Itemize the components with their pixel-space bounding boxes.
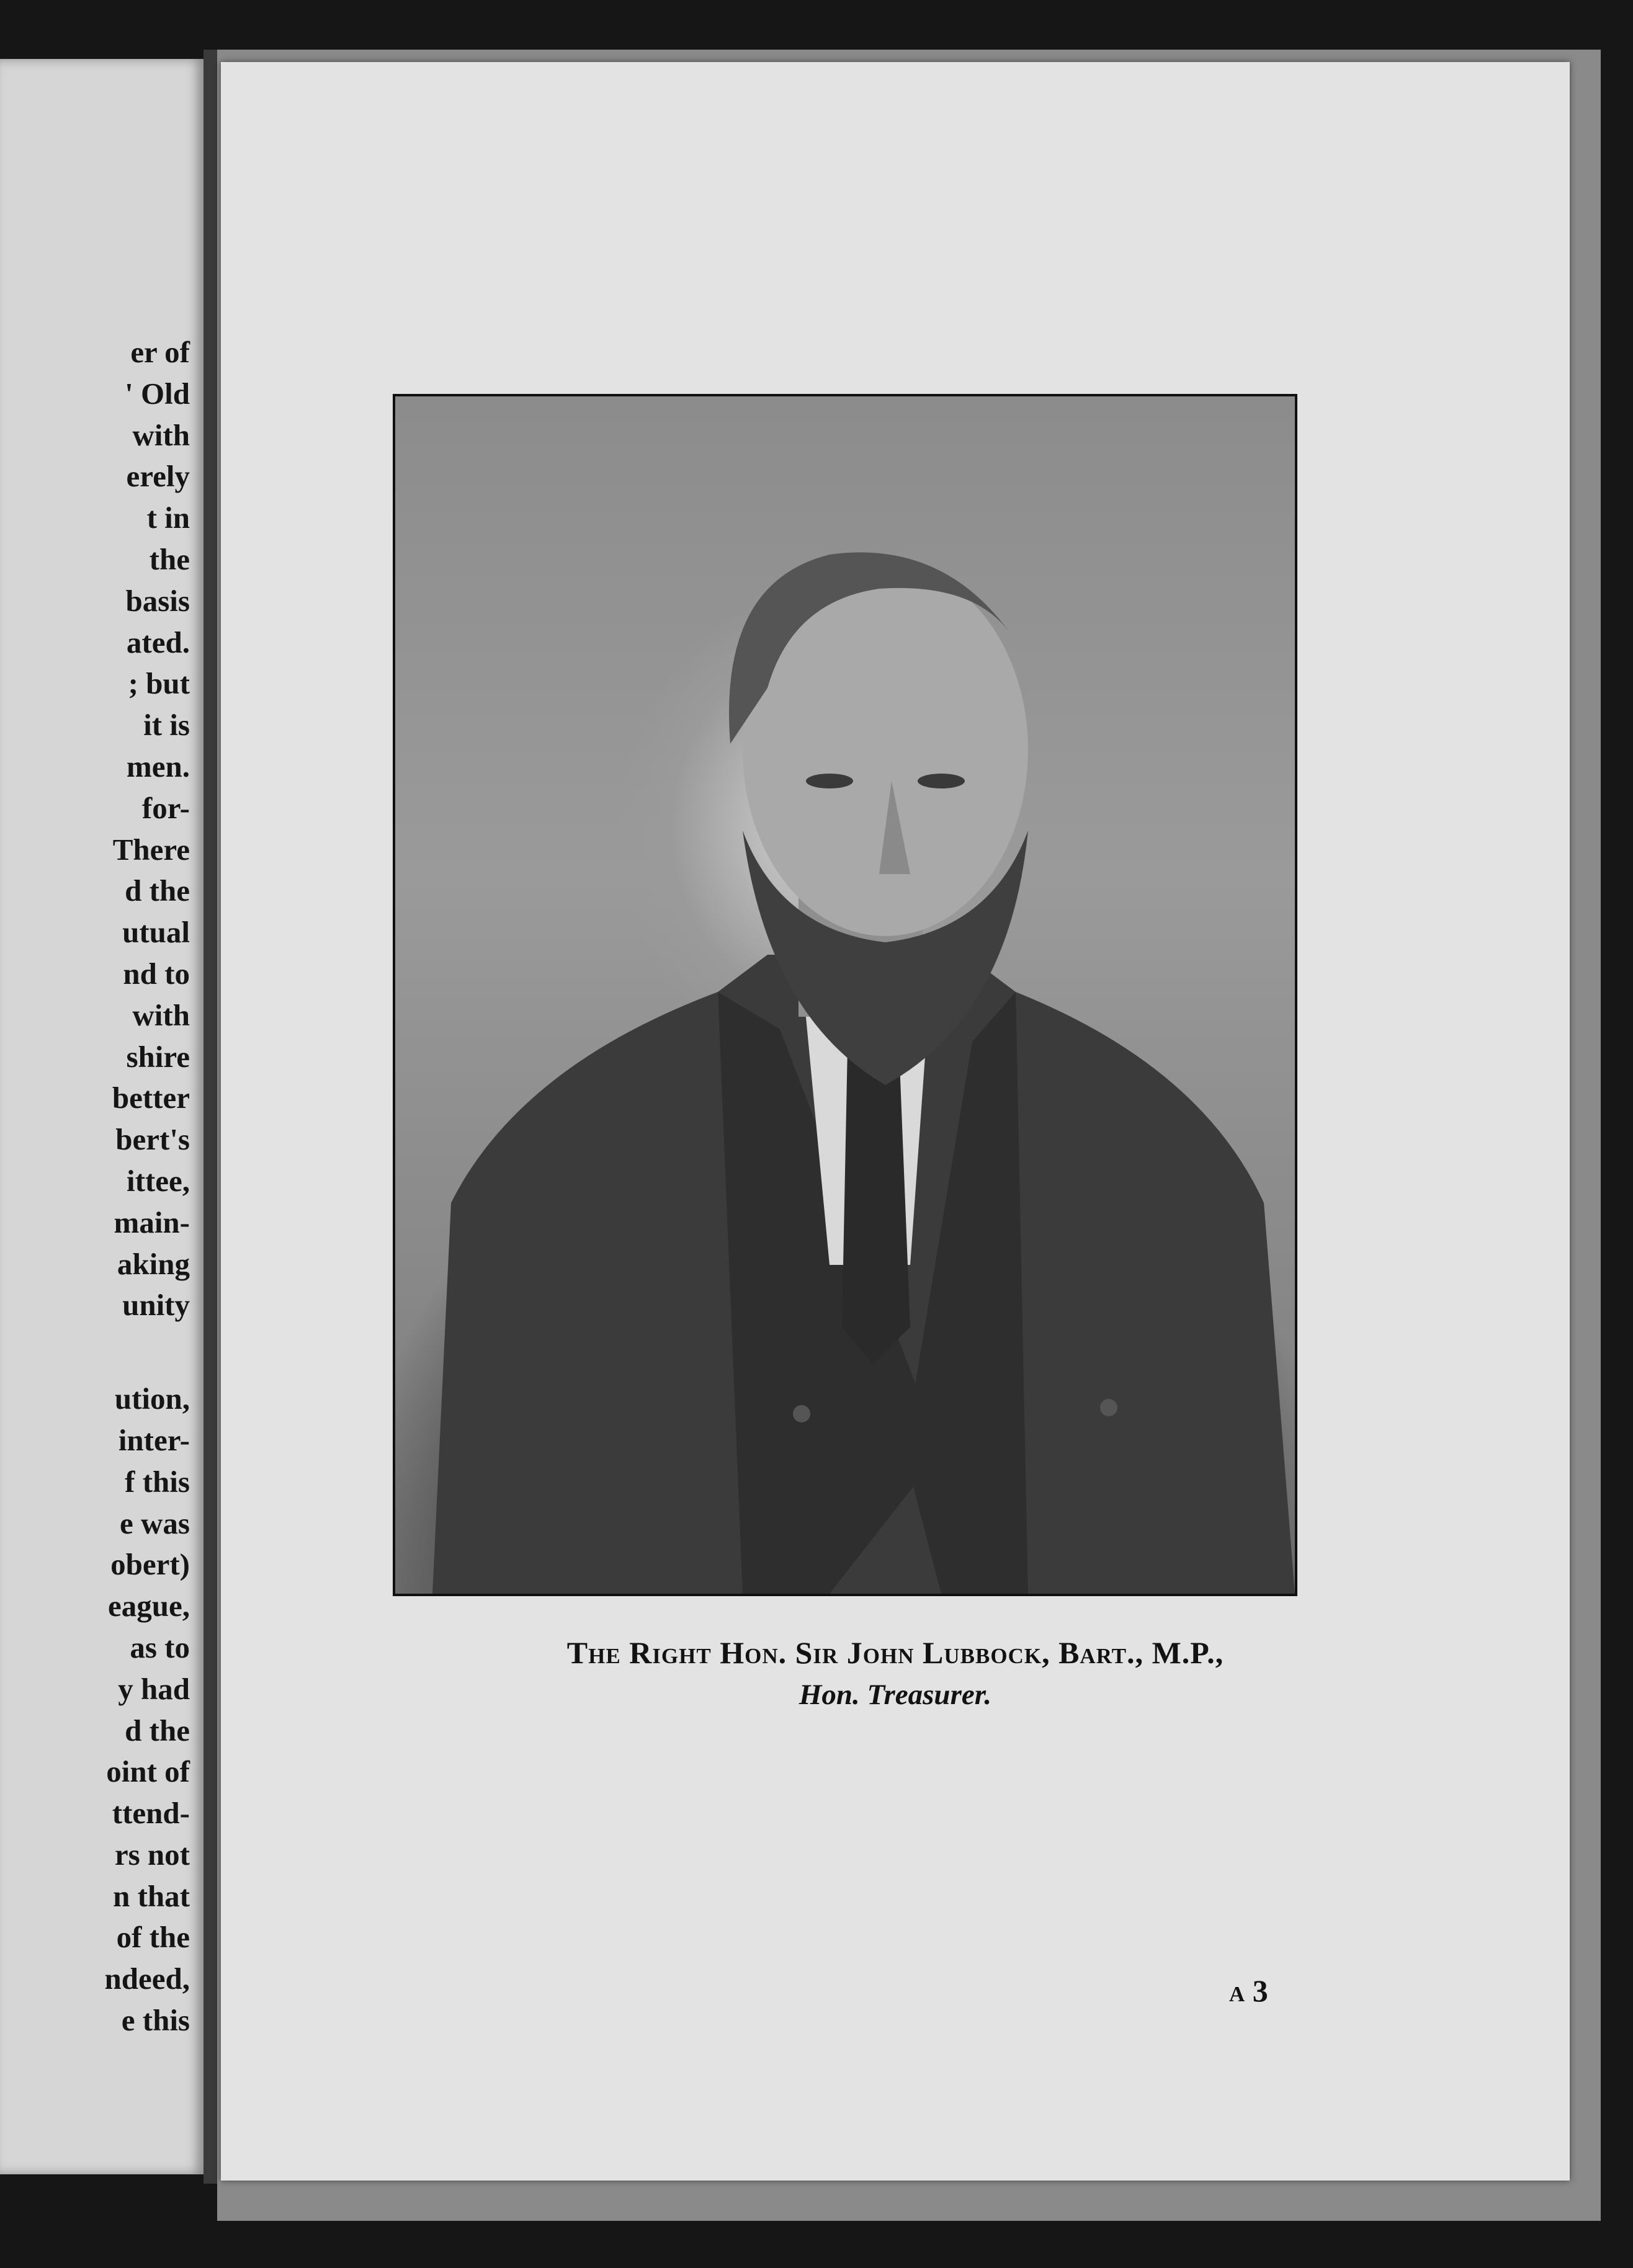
- left-page-line: y had: [118, 1671, 190, 1706]
- left-page-line: eague,: [108, 1589, 190, 1623]
- left-page-line: oint of: [106, 1754, 190, 1789]
- portrait-illustration: [395, 396, 1295, 1594]
- left-page-line: f this: [125, 1464, 190, 1499]
- left-page-line: d the: [125, 1713, 190, 1748]
- left-page-line: er of: [130, 335, 190, 369]
- left-page-line: with: [132, 417, 190, 452]
- left-page-line: as to: [130, 1630, 190, 1664]
- left-page: [0, 59, 204, 2174]
- left-page-line: shire: [126, 1039, 190, 1074]
- left-page-line: men.: [126, 749, 190, 784]
- left-page-line: better: [112, 1081, 190, 1115]
- left-page-line: utual: [122, 915, 190, 950]
- coat-button: [793, 1405, 810, 1422]
- left-page-line: of the: [116, 1920, 190, 1955]
- left-page-line: aking: [117, 1246, 190, 1281]
- left-page-line: bert's: [115, 1122, 190, 1157]
- left-page-line: e was: [120, 1506, 190, 1540]
- left-page-line: obert): [110, 1547, 190, 1582]
- left-page-line: n that: [113, 1878, 190, 1913]
- left-page-line: nd to: [123, 956, 190, 991]
- left-page-line: inter-: [118, 1422, 190, 1457]
- coat-button: [1100, 1399, 1117, 1416]
- left-page-line: ution,: [114, 1382, 190, 1416]
- left-page-line: There: [112, 832, 190, 867]
- left-page-line: ated.: [126, 625, 190, 659]
- right-page: [221, 62, 1570, 2181]
- left-page-text-column: [104, 332, 190, 2042]
- left-page-line: ndeed,: [104, 1962, 190, 1996]
- portrait-caption-name: The Right Hon. Sir John Lubbock, Bart., M.P.,: [566, 1635, 1224, 1670]
- eye-left: [806, 774, 853, 788]
- left-page-line: with: [132, 998, 190, 1032]
- left-page-line: rs not: [114, 1837, 190, 1872]
- page-signature-mark: a 3: [1229, 1973, 1268, 2008]
- paragraph-gap: [104, 1326, 190, 1378]
- left-page-line: ' Old: [125, 376, 190, 411]
- portrait-caption-role: Hon. Treasurer.: [799, 1679, 992, 1711]
- left-page-line: main-: [114, 1205, 190, 1239]
- left-page-line: ttend-: [112, 1796, 190, 1831]
- left-page-line: it is: [143, 708, 190, 743]
- left-page-line: d the: [125, 873, 190, 908]
- left-page-line: ; but: [128, 666, 190, 701]
- left-page-line: ittee,: [127, 1163, 190, 1198]
- left-page-line: the: [149, 542, 190, 576]
- left-page-line: t in: [146, 501, 190, 535]
- left-page-line: basis: [125, 583, 190, 618]
- left-page-line: e this: [121, 2003, 190, 2038]
- portrait-photograph: [393, 394, 1297, 1596]
- left-page-line: erely: [126, 459, 190, 494]
- left-page-line: unity: [122, 1288, 190, 1323]
- left-page-line: for-: [141, 790, 190, 825]
- eye-right: [918, 774, 965, 788]
